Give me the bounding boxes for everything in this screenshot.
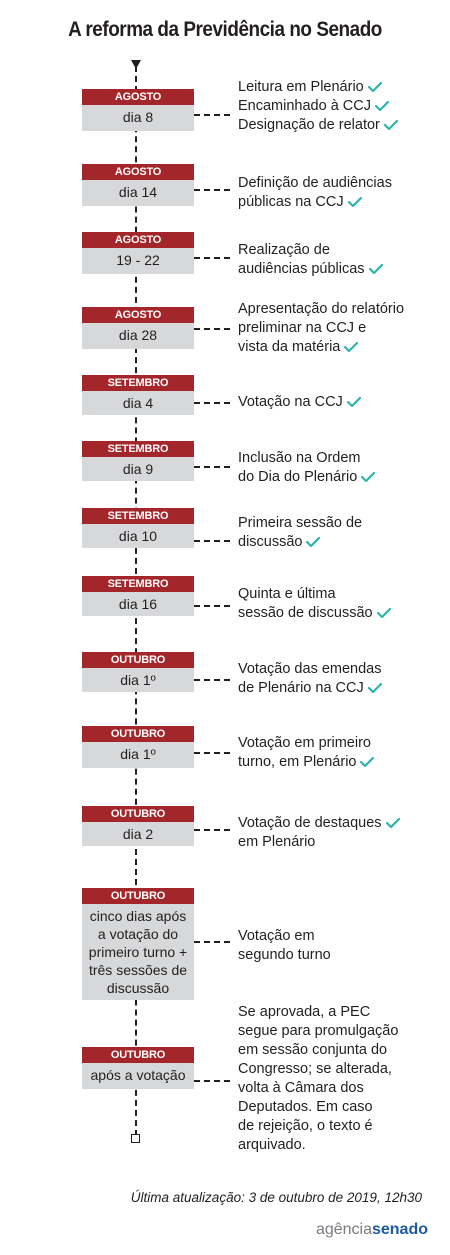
page-title: A reforma da Previdência no Senado [68, 18, 382, 41]
event-description [238, 514, 438, 552]
description-line [238, 1003, 438, 1022]
description-text: Congresso; se alterada, [238, 1061, 392, 1077]
date-label: dia 1º [120, 746, 156, 762]
description-line [238, 734, 438, 753]
connector-line [194, 752, 230, 754]
date-label: após a votação [90, 1067, 186, 1083]
description-text: Realização de [238, 242, 330, 258]
month-label: OUTUBRO [82, 888, 194, 904]
date-box [82, 806, 194, 846]
description-text: do Dia do Plenário [238, 469, 358, 485]
description-text: volta à Câmara dos [238, 1080, 364, 1096]
description-text: sessão de discussão [238, 605, 373, 621]
description-text: Votação em [238, 928, 315, 944]
date-box [82, 89, 194, 131]
description-line [238, 1117, 438, 1136]
event-description [238, 300, 438, 357]
description-text: audiências públicas [238, 261, 365, 277]
date-label: dia 16 [118, 596, 158, 612]
description-text: Inclusão na Ordem [238, 450, 361, 466]
description-line [238, 241, 438, 260]
date-label: dia 8 [122, 109, 154, 125]
description-line [238, 319, 438, 338]
check-icon [361, 472, 375, 482]
description-text: públicas na CCJ [238, 194, 344, 210]
description-text: Se aprovada, a PEC [238, 1004, 371, 1020]
connector-line [194, 829, 230, 831]
date-box [82, 726, 194, 768]
description-line [238, 814, 438, 833]
description-line [238, 116, 438, 135]
date-box [82, 164, 194, 206]
month-label: SETEMBRO [82, 576, 194, 592]
description-line [238, 193, 438, 212]
description-line [238, 585, 438, 604]
description-text: segue para promulgação [238, 1023, 399, 1039]
event-description [238, 78, 438, 135]
description-text: Leitura em Plenário [238, 79, 364, 95]
date-box [82, 652, 194, 692]
date-box [82, 1047, 194, 1089]
description-line [238, 468, 438, 487]
connector-line [194, 1080, 230, 1082]
event-description [238, 393, 438, 412]
description-text: em sessão conjunta do [238, 1042, 388, 1058]
description-line [238, 1079, 438, 1098]
event-description [238, 734, 438, 772]
date-label: dia 4 [122, 395, 154, 411]
agencia-senado-logo [316, 1221, 428, 1239]
date-label: dia 9 [122, 461, 154, 477]
connector-line [194, 114, 230, 116]
description-line [238, 927, 438, 946]
description-line [238, 338, 438, 357]
event-description [238, 927, 438, 965]
check-icon [386, 818, 400, 828]
description-line [238, 97, 438, 116]
description-line [238, 1022, 438, 1041]
description-line [238, 1098, 438, 1117]
date-label: dia 1º [120, 672, 156, 688]
check-icon [344, 342, 358, 352]
description-line [238, 604, 438, 623]
description-text: vista da matéria [238, 339, 341, 355]
month-label: AGOSTO [82, 232, 194, 248]
check-icon [360, 757, 374, 767]
connector-line [194, 605, 230, 607]
description-line [238, 300, 438, 319]
description-line [238, 946, 438, 965]
description-text: Quinta e última [238, 586, 336, 602]
description-line [238, 533, 438, 552]
description-line [238, 679, 438, 698]
description-text: Votação em primeiro [238, 735, 371, 751]
month-label: OUTUBRO [82, 806, 194, 822]
check-icon [375, 101, 389, 111]
month-label: SETEMBRO [82, 441, 194, 457]
description-text: Votação de destaques [238, 815, 382, 831]
description-text: de rejeição, o texto é [238, 1118, 373, 1134]
description-text: em Plenário [238, 834, 316, 850]
description-line [238, 174, 438, 193]
timeline-end-marker [131, 1134, 140, 1143]
month-label: OUTUBRO [82, 652, 194, 668]
connector-line [194, 679, 230, 681]
date-box [82, 888, 194, 1000]
check-icon [306, 537, 320, 547]
event-description [238, 1003, 438, 1155]
description-text: segundo turno [238, 947, 331, 963]
check-icon [377, 608, 391, 618]
date-box [82, 508, 194, 548]
month-label: AGOSTO [82, 164, 194, 180]
month-label: OUTUBRO [82, 726, 194, 742]
date-label: cinco dias após a votação do primeiro turno + três sessões de discussão [88, 908, 188, 996]
description-line [238, 660, 438, 679]
description-text: Votação das emendas [238, 661, 382, 677]
description-line [238, 833, 438, 852]
description-line [238, 514, 438, 533]
month-label: SETEMBRO [82, 508, 194, 524]
description-line [238, 753, 438, 772]
date-label: dia 14 [118, 184, 158, 200]
description-line [238, 393, 438, 412]
check-icon [368, 683, 382, 693]
month-label: AGOSTO [82, 307, 194, 323]
description-line [238, 1041, 438, 1060]
description-text: Votação na CCJ [238, 394, 343, 410]
event-description [238, 585, 438, 623]
logo-part-senado: senado [371, 1221, 428, 1238]
check-icon [347, 397, 361, 407]
date-label: 19 - 22 [116, 252, 160, 268]
date-box [82, 375, 194, 415]
check-icon [384, 120, 398, 130]
description-line [238, 1136, 438, 1155]
description-line [238, 260, 438, 279]
connector-line [194, 257, 230, 259]
last-updated: Última atualização: 3 de outubro de 2019, 12h30 [130, 1190, 422, 1205]
month-label: SETEMBRO [82, 375, 194, 391]
event-description [238, 174, 438, 212]
description-text: preliminar na CCJ e [238, 320, 367, 336]
logo-part-agencia: agência [315, 1221, 372, 1238]
description-text: de Plenário na CCJ [238, 680, 364, 696]
check-icon [369, 264, 383, 274]
connector-line [194, 189, 230, 191]
connector-line [194, 941, 230, 943]
description-text: Encaminhado à CCJ [238, 98, 371, 114]
month-label: OUTUBRO [82, 1047, 194, 1063]
check-icon [348, 197, 362, 207]
date-box [82, 307, 194, 349]
description-line [238, 449, 438, 468]
connector-line [194, 328, 230, 330]
description-text: Deputados. Em caso [238, 1099, 373, 1115]
description-text: discussão [238, 534, 303, 550]
date-box [82, 441, 194, 481]
connector-line [194, 402, 230, 404]
date-box [82, 232, 194, 274]
month-label: AGOSTO [82, 89, 194, 105]
event-description [238, 814, 438, 852]
description-text: arquivado. [238, 1137, 306, 1153]
event-description [238, 241, 438, 279]
description-text: Primeira sessão de [238, 515, 363, 531]
event-description [238, 449, 438, 487]
description-line [238, 78, 438, 97]
check-icon [368, 82, 382, 92]
description-text: Definição de audiências [238, 175, 392, 191]
description-text: Apresentação do relatório [238, 301, 405, 317]
date-label: dia 28 [118, 327, 158, 343]
date-label: dia 2 [122, 826, 154, 842]
date-box [82, 576, 194, 616]
date-label: dia 10 [118, 528, 158, 544]
connector-line [194, 540, 230, 542]
description-text: Designação de relator [238, 117, 380, 133]
description-text: turno, em Plenário [238, 754, 357, 770]
event-description [238, 660, 438, 698]
connector-line [194, 466, 230, 468]
description-line [238, 1060, 438, 1079]
